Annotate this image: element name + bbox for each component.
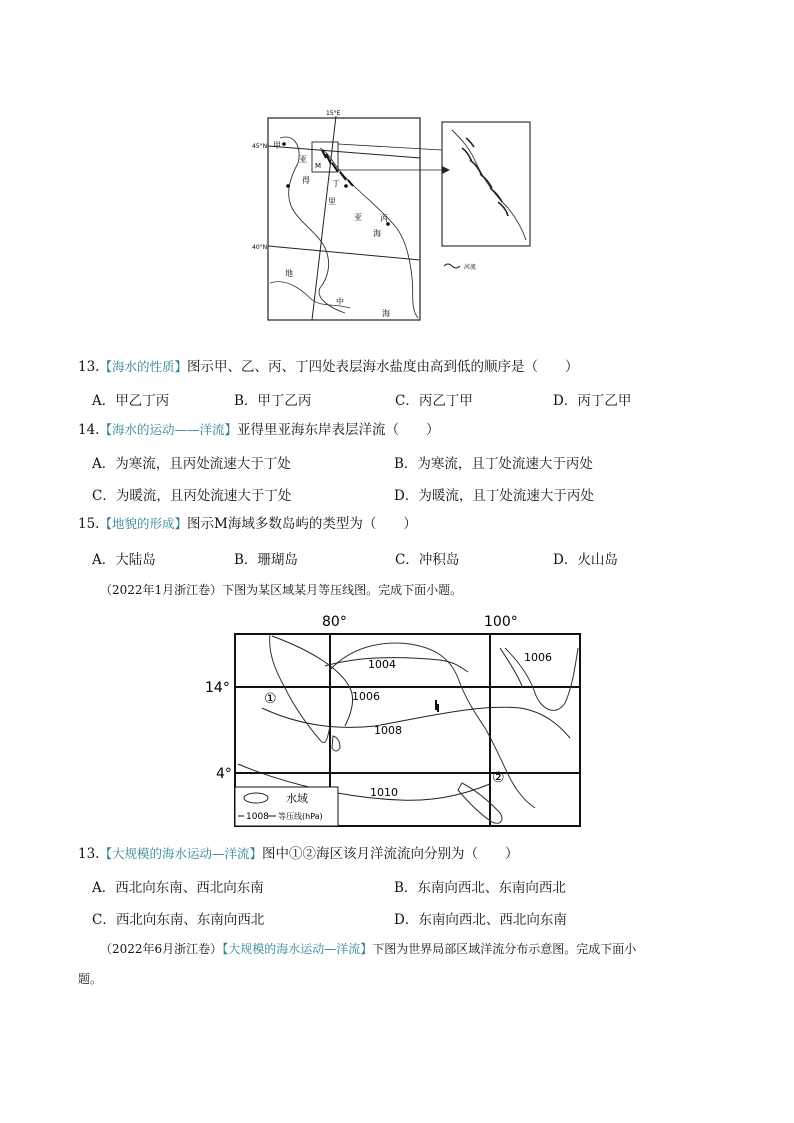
map2-legend-iso-value: 1008 <box>246 812 269 822</box>
intro2-text: 下图为世界局部区域洋流分布示意图。完成下面小 <box>372 942 637 956</box>
map1-point-jia <box>282 142 286 146</box>
map1-legend-river: 河流 <box>464 264 477 271</box>
q14-number: 14. <box>78 422 100 438</box>
q15-option-d[interactable]: D．火山岛 <box>553 552 618 568</box>
q13a-stem-line <box>78 358 579 376</box>
q14-option-b[interactable]: B．为寒流，且丁处流速大于丙处 <box>394 456 593 472</box>
map2-lat4-label: 4° <box>216 766 232 782</box>
map2-legend-water: 水域 <box>286 792 308 805</box>
q14-stem-line <box>78 421 440 439</box>
intro2-prefix: （2022年6月浙江卷） <box>100 942 223 956</box>
map2-legend-iso-label: 等压线(hPa) <box>278 812 323 821</box>
q14-option-d[interactable]: D．为暖流，且丁处流速大于丙处 <box>394 488 594 504</box>
map1-label-ya2: 亚 <box>354 213 362 222</box>
intro2-tag: 【大规模的海水运动—洋流】 <box>222 942 373 956</box>
map2-srilanka <box>332 736 340 751</box>
q13b-stem: 图中①②海区该月洋流流向分别为（ ） <box>262 846 519 862</box>
map1-label-m: M <box>315 162 322 170</box>
map1-lat40-label: 40°N <box>252 244 268 251</box>
q14-option-c[interactable]: C．为暖流，且丙处流速大于丁处 <box>92 488 292 504</box>
q13b-tag: 【大规模的海水运动—洋流】 <box>99 846 262 861</box>
map1-label-hai2: 海 <box>382 309 390 318</box>
adriatic-map <box>240 108 540 326</box>
map2-lon80-label: 80° <box>322 614 347 630</box>
map1-inset-coast <box>452 130 526 240</box>
map1-lon-label: 15°E <box>326 110 341 117</box>
q14-tag: 【海水的运动——洋流】 <box>99 422 237 437</box>
map1-river-legend-icon <box>444 264 460 268</box>
map1-point-ding <box>344 184 348 188</box>
q15-tag: 【地貌的形成】 <box>99 516 187 531</box>
map1-coast-east <box>320 148 418 318</box>
q13a-number: 13. <box>78 359 100 375</box>
q14-stem: 亚得里亚海东岸表层洋流（ ） <box>237 422 440 438</box>
intro2-continuation: 题。 <box>78 972 103 986</box>
map1-label-hai1: 海 <box>373 229 381 238</box>
q13a-stem: 图示甲、乙、丙、丁四处表层海水盐度由高到低的顺序是（ ） <box>187 359 579 375</box>
q15-option-a[interactable]: A．大陆岛 <box>92 552 156 568</box>
q13b-stem-line <box>78 845 519 863</box>
map2-lat14-label: 14° <box>205 680 230 696</box>
map1-label-bing: 丙 <box>380 214 388 223</box>
map2-iso1006b-label: 1006 <box>524 651 552 664</box>
q13b-option-b[interactable]: B．东南向西北、东南向西北 <box>394 880 566 896</box>
q14-option-a[interactable]: A．为寒流，且丙处流速大于丁处 <box>92 456 291 472</box>
q15-stem: 图示M海域多数岛屿的类型为（ ） <box>187 516 417 532</box>
map2-isobar-1008 <box>262 707 570 738</box>
map2-andaman-islands <box>436 700 438 712</box>
map1-label-ya1: 亚 <box>299 155 307 164</box>
map2-iso1006a-label: 1006 <box>352 690 380 703</box>
q13b-option-c[interactable]: C．西北向东南、东南向西北 <box>92 912 265 928</box>
intro-2022-jan: （2022年1月浙江卷）下图为某区域某月等压线图。完成下面小题。 <box>100 583 463 597</box>
map1-coast-west <box>280 137 345 313</box>
map1-label-ding: 丁 <box>332 179 340 188</box>
intro-2022-jun <box>100 940 636 957</box>
map1-inset-frame <box>442 122 530 246</box>
q13b-number: 13. <box>78 846 100 862</box>
q13a-option-c[interactable]: C．丙乙丁甲 <box>395 393 473 409</box>
map1-label-de: 得 <box>302 176 310 185</box>
q15-number: 15. <box>78 516 100 532</box>
map1-lat40 <box>268 246 420 260</box>
map1-lat45-label: 45°N <box>252 143 268 150</box>
map2-sumatra <box>458 783 502 823</box>
q15-stem-line <box>78 515 417 533</box>
map2-lon100-label: 100° <box>484 614 518 630</box>
q15-option-b[interactable]: B．珊瑚岛 <box>234 552 298 568</box>
q13a-tag: 【海水的性质】 <box>99 359 187 374</box>
map1-arrow <box>442 166 450 174</box>
map2-mark1: ① <box>264 691 277 707</box>
q13a-option-d[interactable]: D．丙丁乙甲 <box>553 393 632 409</box>
q13b-option-a[interactable]: A．西北向东南、西北向东南 <box>92 880 264 896</box>
q13a-option-b[interactable]: B．甲丁乙丙 <box>234 393 312 409</box>
map1-connector-top <box>338 144 442 150</box>
map1-meridian <box>312 116 336 320</box>
map2-mark2: ② <box>492 770 505 786</box>
map1-label-zhong: 中 <box>336 297 344 306</box>
map2-iso1008-label: 1008 <box>374 724 402 737</box>
map2-iso1004-label: 1004 <box>368 658 396 671</box>
map2-india-coast <box>270 634 330 743</box>
map2-iso1010-label: 1010 <box>370 786 398 799</box>
map1-point-yi <box>286 184 290 188</box>
q15-option-c[interactable]: C．冲积岛 <box>395 552 460 568</box>
map1-label-di: 地 <box>285 269 293 278</box>
q13a-option-a[interactable]: A．甲乙丁丙 <box>92 393 170 409</box>
map2-isobar-1006-west <box>272 636 353 726</box>
isobar-map <box>200 608 590 832</box>
map1-label-jia: 甲 <box>273 141 281 150</box>
q13b-option-d[interactable]: D．东南向西北、西北向东南 <box>394 912 567 928</box>
map1-label-li: 里 <box>328 197 336 206</box>
